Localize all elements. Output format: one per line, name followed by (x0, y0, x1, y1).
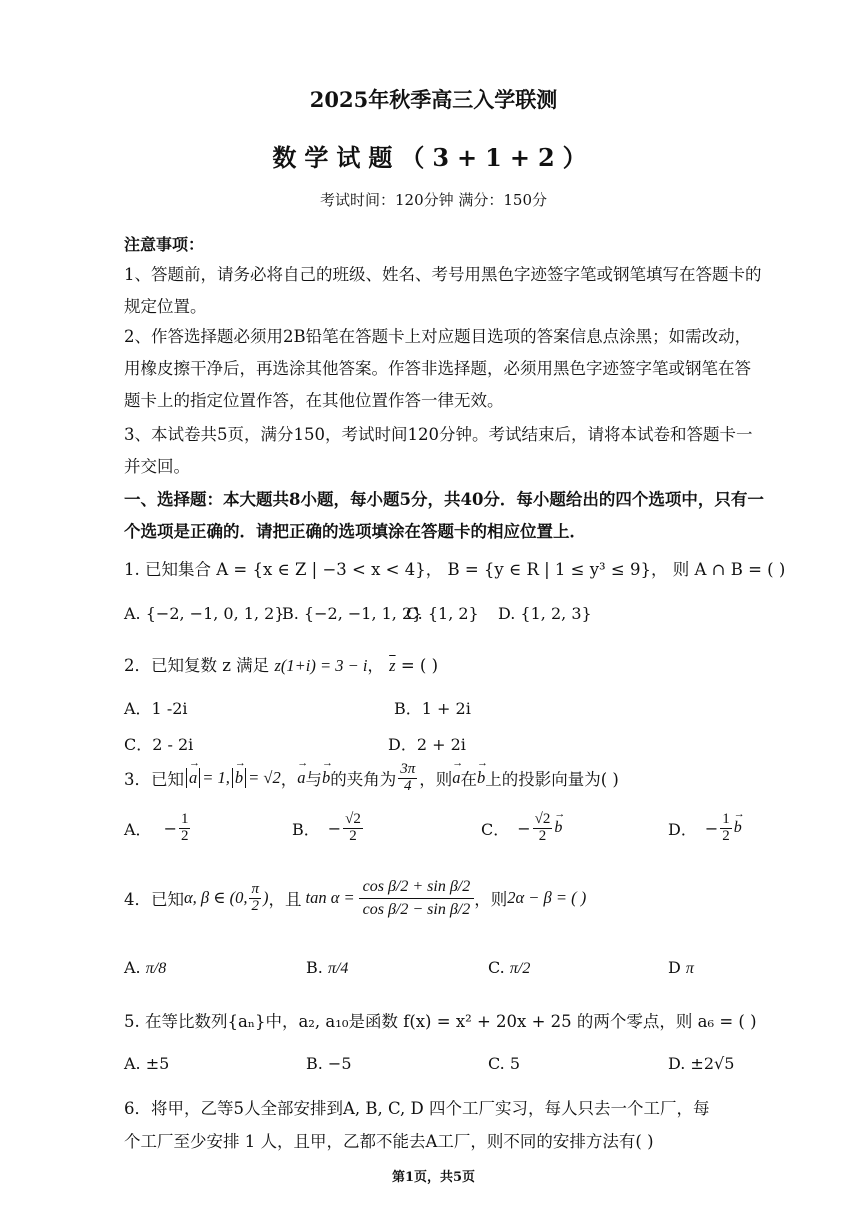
q5-option-d: D. ±2√5 (668, 1054, 735, 1073)
subject-title: 数学试题（3+1+2） (272, 143, 595, 172)
q3-option-d: D． − $\frac{1}{2}$ → b (668, 812, 742, 845)
q1-option-c: C. {1, 2} (406, 604, 479, 623)
q4-vars: α, β ∈ (0, (184, 888, 248, 907)
q3-vec-a: → a (297, 768, 305, 788)
question-6-line-1: 6．将甲，乙等5人全部安排到A, B, C, D 四个工厂实习，每人只去一个工厂，每 (124, 1099, 710, 1118)
q1-option-a: A. {−2, −1, 0, 1, 2} (124, 604, 285, 623)
q4-tan-fraction: $\frac{\text{cos β/2 + sin β/2}}{\text{cos β/2 − sin β/2}}$ (359, 878, 475, 919)
q2-comma: ， (367, 656, 384, 675)
q2-prefix: 2．已知复数 z 满足 (124, 656, 270, 675)
question-6-line-2: 个工厂至少安排 1 人，且甲，乙都不能去A工厂，则不同的安排方法有( ) (124, 1132, 654, 1151)
q3-norm-a: → a (186, 768, 200, 788)
q4-and: ，且 (268, 890, 302, 909)
q4-option-c: C. π/2 (488, 958, 531, 977)
q3-option-c: C． − $\frac{√2}{2}$ → b (481, 812, 562, 845)
q3-then: ，则 (419, 770, 453, 790)
exam-info: 考试时间：120分钟 满分：150分 (319, 191, 548, 209)
q3-vec-b2: → b (477, 768, 485, 788)
q3-vec-b: → b (322, 768, 330, 788)
q3-angle-fraction: $\frac{3\pi}{4}$ (400, 761, 416, 794)
q3-with: 与 (305, 770, 322, 790)
q5-option-c: C. 5 (488, 1054, 521, 1073)
section-1-heading: 一、选择题：本大题共8小题，每小题5分，共40分．每小题给出的四个选项中，只有一个选项是正确的．请把正确的选项填涂在答题卡的相应位置上． (124, 490, 764, 541)
q3-vec-a2: → a (452, 768, 460, 788)
q4-expr: 2α − β = ( ) (507, 888, 587, 907)
q2-option-a: A．1 -2i (124, 699, 188, 718)
q2-equation: z(1+i) = 3 − i (274, 656, 368, 675)
q4-option-d: D π (668, 958, 694, 977)
q3-norm-b: → b (232, 768, 246, 788)
question-5-stem: 5. 在等比数列{aₙ}中，a₂, a₁₀是函数 f(x) = x² + 20x + 25 的两个零点，则 a₆ = ( ) (124, 1012, 757, 1031)
q4-option-b: B. π/4 (306, 958, 349, 977)
notice-item-1: 1、答题前，请务必将自己的班级、姓名、考号用黑色字迹签字笔或钢笔填写在答题卡的规定位置。 (124, 265, 762, 316)
q2-option-b: B．1 + 2i (394, 699, 471, 718)
notice-item-3: 3、本试卷共5页，满分150，考试时间120分钟。考试结束后，请将本试卷和答题卡一并交回。 (124, 425, 753, 476)
q3-angle-label: 的夹角为 (330, 770, 397, 790)
q4-pi-over-2: $\frac{\pi}{2}$ (251, 880, 259, 914)
q3-prefix: 3．已知 (124, 770, 184, 790)
q4-prefix: 4．已知 (124, 890, 184, 909)
notice-heading: 注意事项： (124, 235, 205, 254)
q3-proj: 上的投影向量为( ) (485, 770, 619, 790)
q3-option-b: B． − $\frac{√2}{2}$ (292, 811, 361, 844)
q2-option-d: D．2 + 2i (388, 735, 466, 754)
question-1-stem: 1. 已知集合 A = {x ∈ Z | −3 < x < 4}， B = {y ∈ R | 1 ≤ y³ ≤ 9}， 则 A ∩ B = ( ) (124, 560, 786, 579)
question-4-stem: 4．已知 α, β ∈ (0, $\frac{\pi}{2}$ ) ，且 tan α = $\frac{\text{cos β/2 + sin β/2}}{\text{cos β/2 − sin β/2}}$ ，则 2α − β = ( ) (124, 877, 587, 918)
q5-option-b: B. −5 (306, 1054, 352, 1073)
q4-tan: tan α = (305, 888, 355, 907)
notice-item-2: 2、作答选择题必须用2B铅笔在答题卡上对应题目选项的答案信息点涂黑；如需改动，用橡皮擦干净后，再选涂其他答案。作答非选择题，必须用黑色字迹签字笔或钢笔在答题卡上的指定位置作答，在其他位置作答一律无效。 (124, 327, 752, 410)
q4-then: ，则 (474, 890, 508, 909)
q2-conjugate: $\overline{z}$ (389, 656, 396, 675)
q3-eq1: = 1, (202, 768, 230, 788)
q3-on: 在 (460, 770, 477, 790)
q3-eq2: = √2 (248, 768, 281, 788)
q2-end: = ( ) (400, 656, 439, 675)
exam-title: 2025年秋季高三入学联测 (309, 87, 558, 112)
q2-option-c: C．2 - 2i (124, 735, 194, 754)
q1-option-d: D. {1, 2, 3} (498, 604, 592, 623)
q3-comma: ， (280, 770, 298, 790)
q1-option-b: B. {−2, −1, 1, 2} (282, 604, 423, 623)
q5-option-a: A. ±5 (124, 1054, 170, 1073)
q3-option-a: A． − $\frac{1}{2}$ (124, 811, 189, 844)
question-2-stem (124, 652, 438, 676)
question-3-stem (124, 762, 619, 795)
page-number: 第1页，共5页 (391, 1170, 476, 1185)
q4-option-a: A. π/8 (124, 958, 167, 977)
